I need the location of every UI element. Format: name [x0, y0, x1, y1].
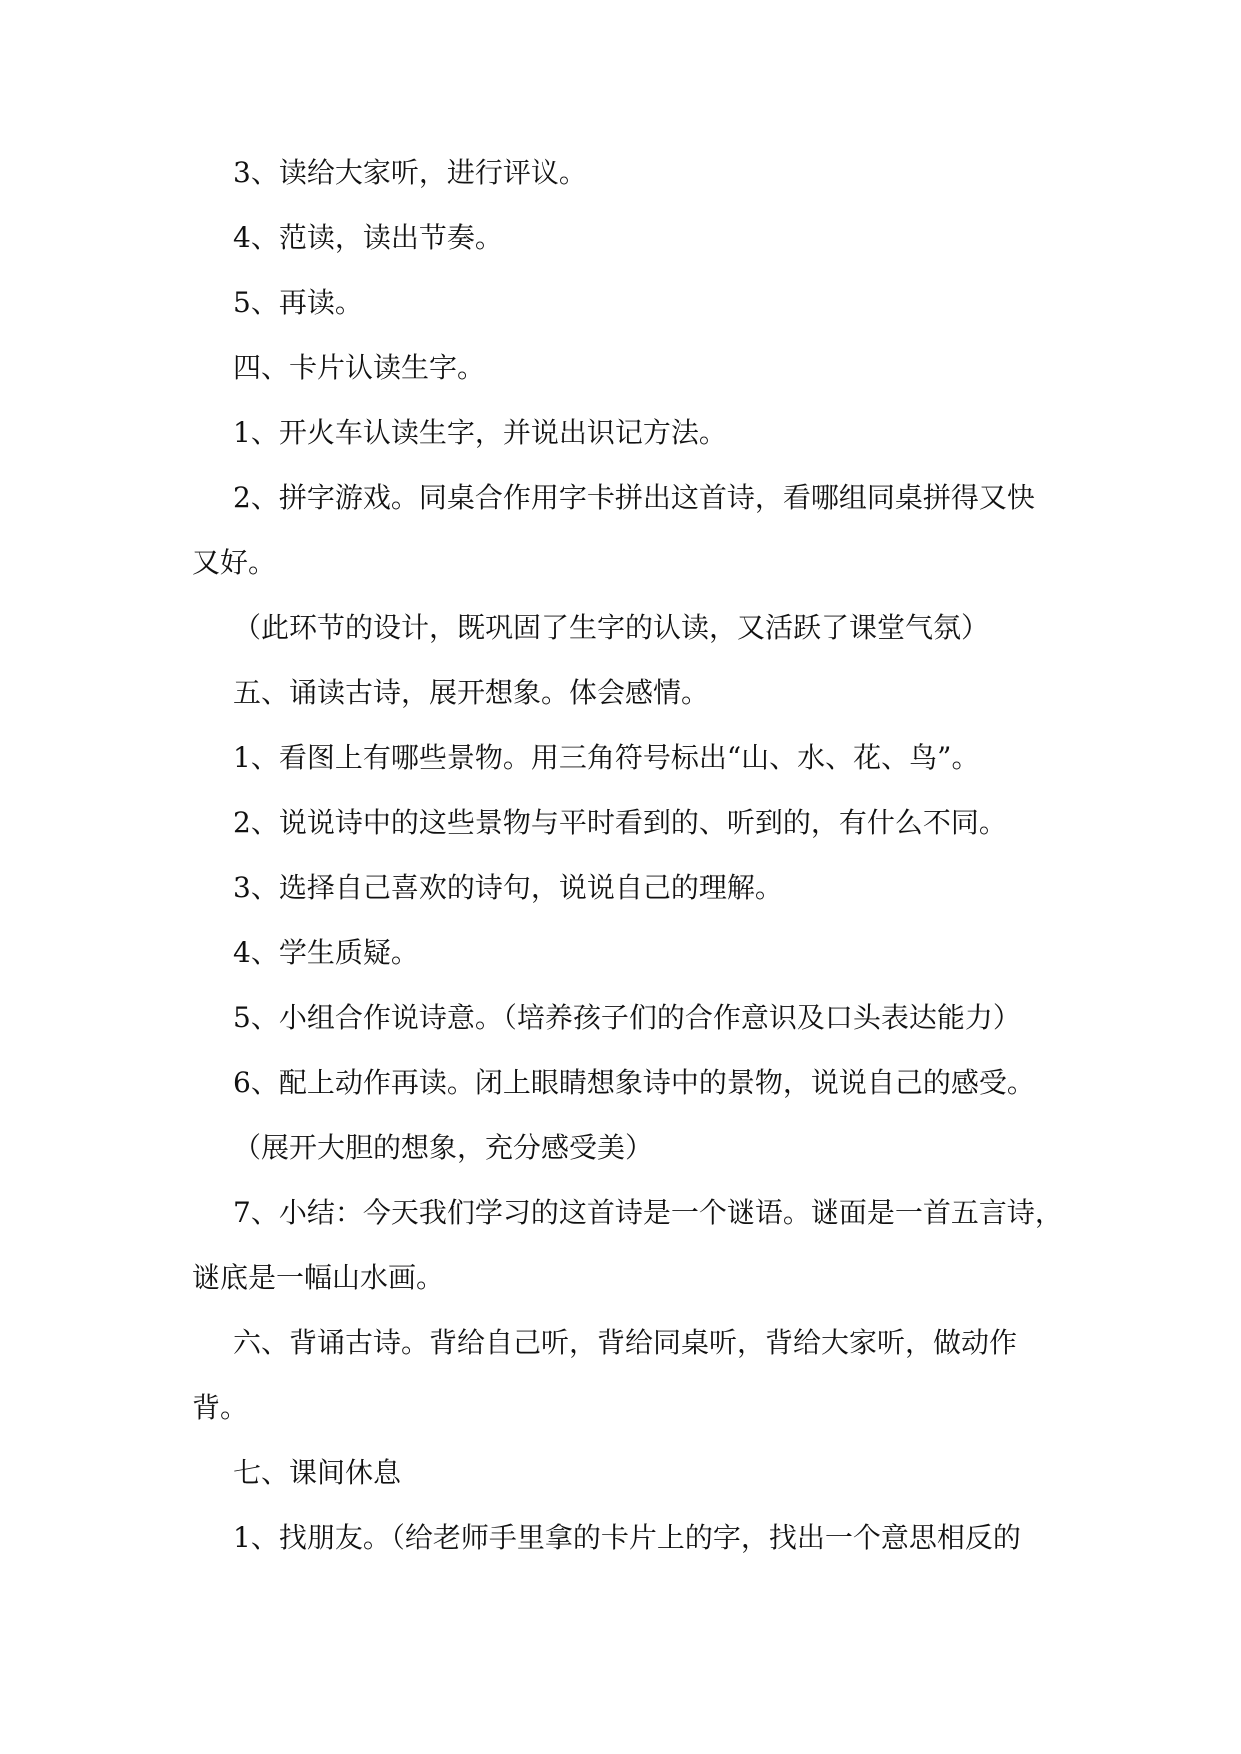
paragraph-line: 2、说说诗中的这些景物与平时看到的、听到的，有什么不同。 [233, 806, 1007, 839]
paragraph-continuation: 又好。 [192, 546, 277, 579]
section-heading: 四、卡片认读生字。 [233, 351, 486, 384]
paragraph-line: 4、学生质疑。 [233, 936, 419, 969]
section-heading: 七、课间休息 [233, 1456, 402, 1489]
paragraph-line: 1、找朋友。（给老师手里拿的卡片上的字，找出一个意思相反的 [233, 1521, 1021, 1554]
paragraph-note: （此环节的设计，既巩固了生字的认读，又活跃了课堂气氛） [233, 611, 990, 644]
paragraph-line: 4、范读，读出节奏。 [233, 221, 503, 254]
paragraph-line: 1、看图上有哪些景物。用三角符号标出“山、水、花、鸟”。 [233, 741, 980, 774]
paragraph-line: 5、小组合作说诗意。（培养孩子们的合作意识及口头表达能力） [233, 1001, 1021, 1034]
paragraph-note: （展开大胆的想象，充分感受美） [233, 1131, 654, 1164]
paragraph-line: 2、拼字游戏。同桌合作用字卡拼出这首诗，看哪组同桌拼得又快 [233, 481, 1035, 514]
paragraph-line: 3、选择自己喜欢的诗句，说说自己的理解。 [233, 871, 783, 904]
paragraph-line: 5、再读。 [233, 286, 363, 319]
paragraph-line: 6、配上动作再读。闭上眼睛想象诗中的景物，说说自己的感受。 [233, 1066, 1035, 1099]
paragraph-line: 1、开火车认读生字，并说出识记方法。 [233, 416, 727, 449]
paragraph-line: 3、读给大家听，进行评议。 [233, 156, 587, 189]
paragraph-continuation: 谜底是一幅山水画。 [192, 1261, 445, 1294]
paragraph-line: 7、小结：今天我们学习的这首诗是一个谜语。谜面是一首五言诗， [233, 1196, 1063, 1229]
document-body [192, 158, 1092, 1588]
section-heading: 五、诵读古诗，展开想象。体会感情。 [233, 676, 710, 709]
paragraph-continuation: 背。 [192, 1391, 249, 1424]
section-heading: 六、背诵古诗。背给自己听，背给同桌听，背给大家听，做动作 [233, 1326, 1018, 1359]
